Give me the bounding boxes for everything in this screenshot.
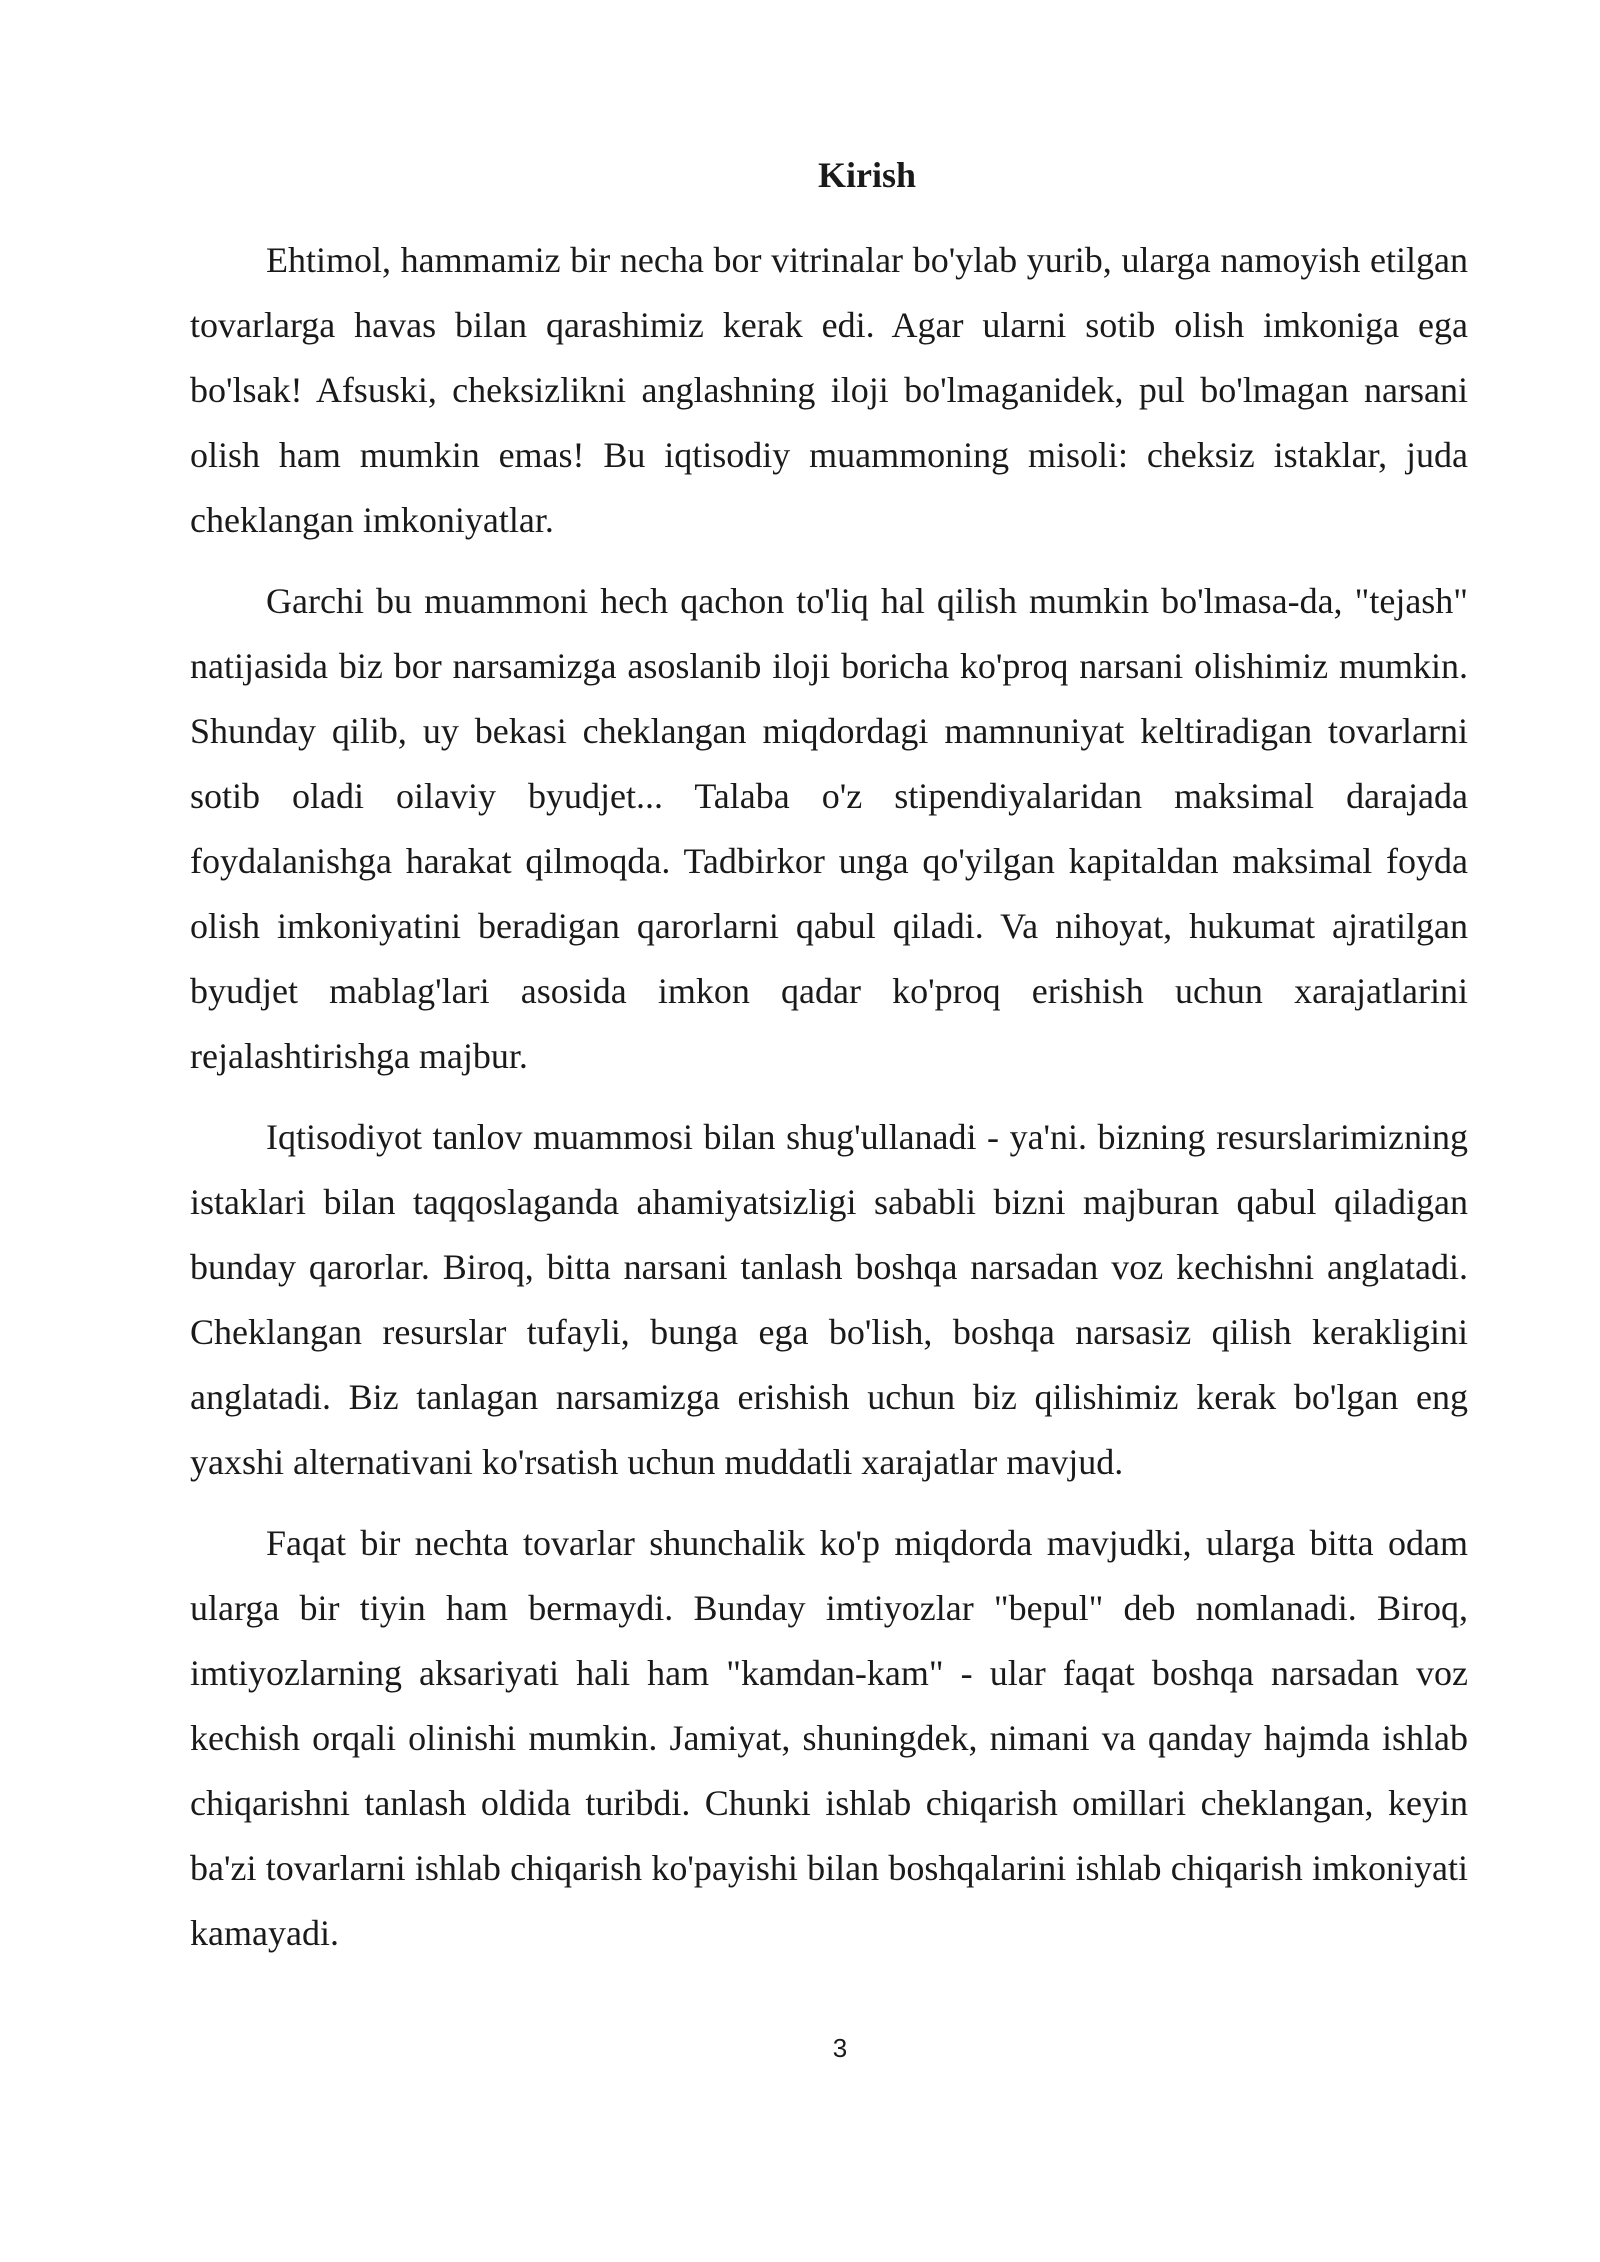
paragraph-1: Ehtimol, hammamiz bir necha bor vitrinalar bo'ylab yurib, ularga namoyish etilgan tovarlarga havas bilan qarashimiz kerak edi. Agar ularni sotib olish imkoniga ega bo'lsak! Afsuski, cheksizlikni anglashning iloji bo'lmaganidek, pul bo'lmagan narsani olish ham mumkin emas! Bu iqtisodiy muammoning misoli: cheksiz istaklar, juda cheklangan imkoniyatlar. (190, 240, 1468, 540)
page-number: 3 (832, 2033, 848, 2063)
document-body (190, 228, 1468, 1982)
page-title: Kirish (817, 155, 916, 195)
paragraph-4: Faqat bir nechta tovarlar shunchalik ko'p miqdorda mavjudki, ularga bitta odam ularga bir tiyin ham bermaydi. Bunday imtiyozlar "bepul" deb nomlanadi. Biroq, imtiyozlarning aksariyati hali ham "kamdan-kam" - ular faqat boshqa narsadan voz kechish orqali olinishi mumkin. Jamiyat, shuningdek, nimani va qanday hajmda ishlab chiqarishni tanlash oldida turibdi. Chunki ishlab chiqarish omillari cheklangan, keyin ba'zi tovarlarni ishlab chiqarish ko'payishi bilan boshqalarini ishlab chiqarish imkoniyati kamayadi. (190, 1523, 1468, 1953)
paragraph-3: Iqtisodiyot tanlov muammosi bilan shug'ullanadi - ya'ni. bizning resurslarimizning istaklari bilan taqqoslaganda ahamiyatsizligi sababli bizni majburan qabul qiladigan bunday qarorlar. Biroq, bitta narsani tanlash boshqa narsadan voz kechishni anglatadi. Cheklangan resurslar tufayli, bunga ega bo'lish, boshqa narsasiz qilish kerakligini anglatadi. Biz tanlagan narsamizga erishish uchun biz qilishimiz kerak bo'lgan eng yaxshi alternativani ko'rsatish uchun muddatli xarajatlar mavjud. (190, 1117, 1468, 1482)
paragraph-2: Garchi bu muammoni hech qachon to'liq hal qilish mumkin bo'lmasa-da, "tejash" natijasida biz bor narsamizga asoslanib iloji boricha ko'proq narsani olishimiz mumkin. Shunday qilib, uy bekasi cheklangan miqdordagi mamnuniyat keltiradigan tovarlarni sotib oladi oilaviy byudjet... Talaba o'z stipendiyalaridan maksimal darajada foydalanishga harakat qilmoqda. Tadbirkor unga qo'yilgan kapitaldan maksimal foyda olish imkoniyatini beradigan qarorlarni qabul qiladi. Va nihoyat, hukumat ajratilgan byudjet mablag'lari asosida imkon qadar ko'proq erishish uchun xarajatlarini rejalashtirishga majbur. (190, 581, 1468, 1076)
